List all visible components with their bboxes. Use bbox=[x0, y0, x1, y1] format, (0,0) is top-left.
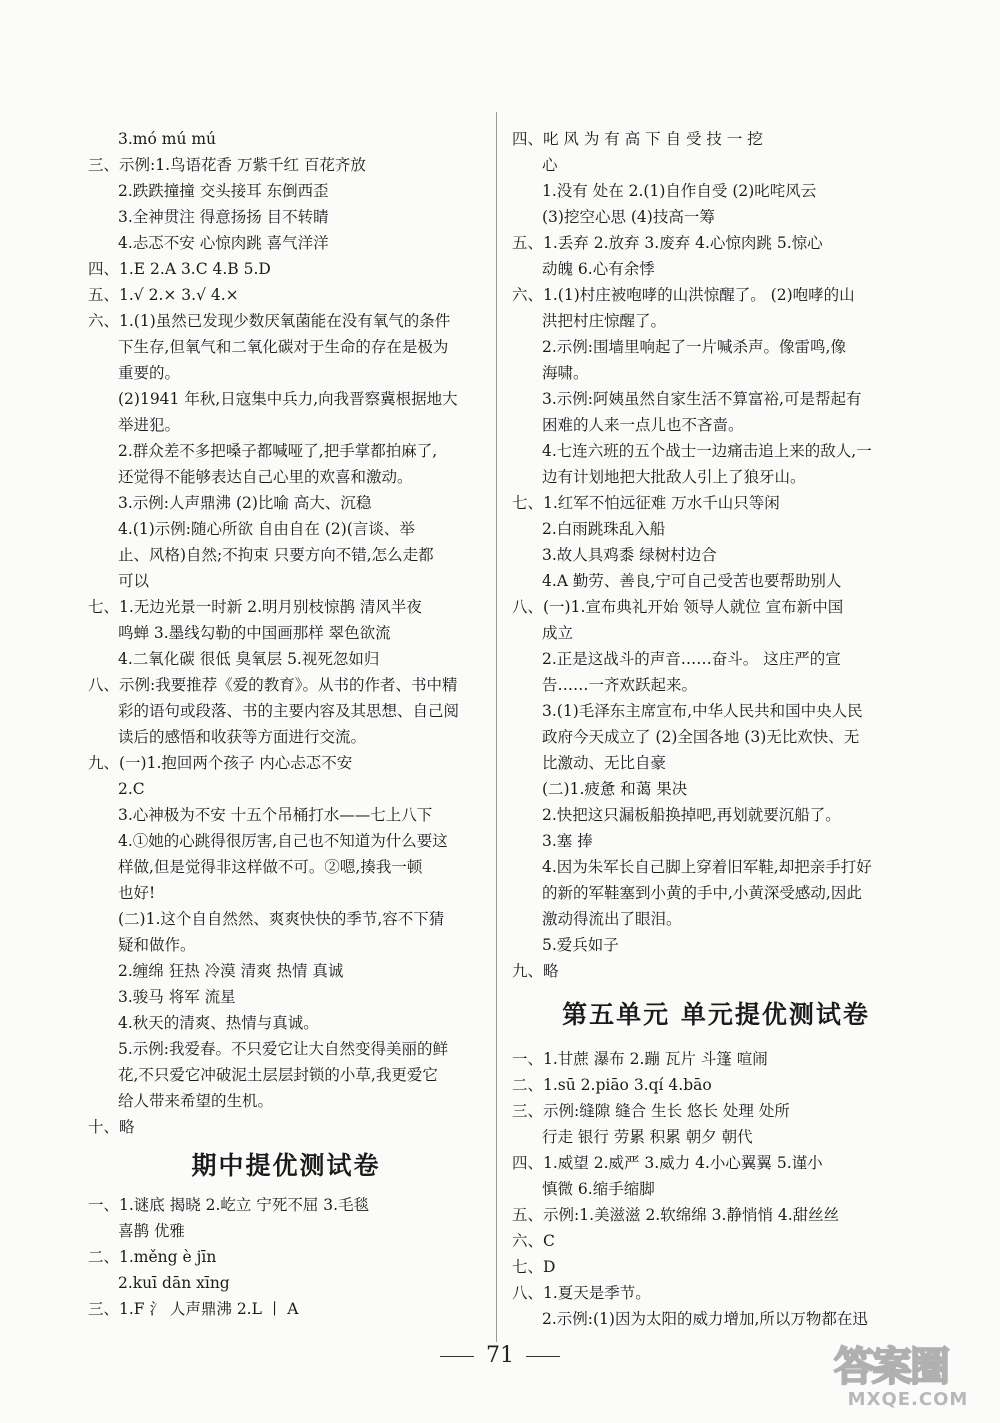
answer-line: 3.故人具鸡黍 绿树村边合 bbox=[542, 546, 717, 564]
answer-line: 1.没有 处在 2.(1)自作自受 (2)叱咤风云 bbox=[542, 182, 817, 200]
answer-line: 举进犯。 bbox=[118, 416, 181, 434]
answer-line: 2.正是这战斗的声音……奋斗。 这庄严的宣 bbox=[542, 650, 841, 668]
answer-line: 九、(一)1.抱回两个孩子 内心忐忑不安 bbox=[88, 754, 353, 772]
answer-line: 4.因为朱军长自己脚上穿着旧军鞋,却把亲手打好 bbox=[542, 858, 872, 876]
answer-line: 读后的感悟和收获等方面进行交流。 bbox=[118, 728, 367, 746]
page-number: 71 bbox=[0, 1343, 1000, 1368]
answer-line: 五、1.√ 2.× 3.√ 4.× bbox=[88, 286, 239, 304]
watermark-main: 答案圈 bbox=[834, 1344, 948, 1390]
answer-line: 3.示例:阿姨虽然自家生活不算富裕,可是帮起有 bbox=[542, 390, 862, 408]
answer-line: 四、1.E 2.A 3.C 4.B 5.D bbox=[88, 260, 271, 278]
answer-line: 四、1.威望 2.威严 3.威力 4.小心翼翼 5.谨小 bbox=[512, 1154, 823, 1172]
answer-line: 5.爱兵如子 bbox=[542, 936, 619, 954]
answer-line: 八、1.夏天是季节。 bbox=[512, 1284, 651, 1302]
answer-line: 3.骏马 将军 流星 bbox=[118, 988, 236, 1006]
answer-line: 样做,但是觉得非这样做不可。②嗯,揍我一顿 bbox=[118, 858, 423, 876]
answer-line: 告……一齐欢跃起来。 bbox=[542, 676, 698, 694]
section-heading: 第五单元 单元提优测试卷 bbox=[562, 1000, 870, 1029]
answer-line: 5.示例:我爱春。不只爱它让大自然变得美丽的鲜 bbox=[118, 1040, 449, 1058]
right-column bbox=[512, 126, 920, 1332]
answer-line: 3.(1)毛泽东主席宣布,中华人民共和国中央人民 bbox=[542, 702, 863, 720]
answer-line: 的新的军鞋塞到小黄的手中,小黄深受感动,因此 bbox=[542, 884, 862, 902]
answer-line: 4.七连六班的五个战士一边痛击追上来的敌人,一 bbox=[542, 442, 872, 460]
answer-line: 4.(1)示例:随心所欲 自由自在 (2)(言谈、举 bbox=[118, 520, 415, 538]
answer-line: 三、示例:缝隙 缝合 生长 悠长 处理 处所 bbox=[512, 1102, 790, 1120]
answer-line: 4.秋天的清爽、热情与真诚。 bbox=[118, 1014, 319, 1032]
answer-line: 下生存,但氧气和二氧化碳对于生命的存在是极为 bbox=[118, 338, 449, 356]
answer-line: 4.忐忑不安 心惊肉跳 喜气洋洋 bbox=[118, 234, 329, 252]
answer-line: 2.白雨跳珠乱入船 bbox=[542, 520, 666, 538]
answer-line: 重要的。 bbox=[118, 364, 181, 382]
answer-line: 给人带来希望的生机。 bbox=[118, 1092, 274, 1110]
answer-line: 2.示例:(1)因为太阳的威力增加,所以万物都在迅 bbox=[542, 1310, 868, 1328]
answer-line: 六、1.(1)虽然已发现少数厌氧菌能在没有氧气的条件 bbox=[88, 312, 451, 330]
answer-line: 花,不只爱它冲破泥土层层封锁的小草,我更爱它 bbox=[118, 1066, 438, 1084]
answer-line: 2.C bbox=[118, 780, 145, 798]
answer-line: 彩的语句或段落、书的主要内容及其思想、自己阅 bbox=[118, 702, 460, 720]
answer-line: 八、示例:我要推荐《爱的教育》。从书的作者、书中精 bbox=[88, 676, 458, 694]
answer-line: 还觉得不能够表达自己心里的欢喜和激动。 bbox=[118, 468, 413, 486]
answer-line: 成立 bbox=[542, 624, 574, 642]
answer-line: 2.群众差不多把嗓子都喊哑了,把手掌都拍麻了, bbox=[118, 442, 438, 460]
answer-line: (3)挖空心思 (4)技高一筹 bbox=[542, 208, 715, 226]
answer-line: 3.全神贯注 得意扬扬 目不转睛 bbox=[118, 208, 329, 226]
answer-line: 疑和做作。 bbox=[118, 936, 196, 954]
answer-line: 七、D bbox=[512, 1258, 556, 1276]
answer-line: 七、1.无边光景一时新 2.明月别枝惊鹊 清风半夜 bbox=[88, 598, 422, 616]
answer-line: (二)1.这个自自然然、爽爽快快的季节,容不下猜 bbox=[118, 910, 445, 928]
answer-line: 洪把村庄惊醒了。 bbox=[542, 312, 667, 330]
answer-line: 也好! bbox=[118, 884, 156, 902]
answer-line: 3.塞 捧 bbox=[542, 832, 593, 850]
answer-line: 七、1.红军不怕远征难 万水千山只等闲 bbox=[512, 494, 780, 512]
answer-line: 三、示例:1.鸟语花香 万紫千红 百花齐放 bbox=[88, 156, 366, 174]
watermark-sub: MXQE.COM bbox=[847, 1389, 969, 1410]
answer-line: 3.心神极为不安 十五个吊桶打水——七上八下 bbox=[118, 806, 433, 824]
answer-line: 喜鹊 优雅 bbox=[118, 1222, 185, 1240]
answer-line: 六、C bbox=[512, 1232, 555, 1250]
answer-line: 慎微 6.缩手缩脚 bbox=[542, 1180, 655, 1198]
answer-line: 九、略 bbox=[512, 962, 559, 980]
answer-line: 二、1.sū 2.piāo 3.qí 4.bāo bbox=[512, 1076, 712, 1094]
answer-line: 四、叱 风 为 有 高 下 自 受 技 一 挖 bbox=[512, 130, 763, 148]
answer-line: 五、1.丢弃 2.放弃 3.废弃 4.心惊肉跳 5.惊心 bbox=[512, 234, 823, 252]
answer-line: 八、(一)1.宣布典礼开始 领导人就位 宣布新中国 bbox=[512, 598, 844, 616]
answer-line: (二)1.疲惫 和蔼 果决 bbox=[542, 780, 688, 798]
answer-line: 十、略 bbox=[88, 1118, 135, 1136]
answer-line: 六、1.(1)村庄被咆哮的山洪惊醒了。 (2)咆哮的山 bbox=[512, 286, 855, 304]
answer-line: 激动得流出了眼泪。 bbox=[542, 910, 682, 928]
answer-line: 2.跌跌撞撞 交头接耳 东倒西歪 bbox=[118, 182, 329, 200]
answer-line: 2.缠绵 狂热 冷漠 清爽 热情 真诚 bbox=[118, 962, 344, 980]
answer-line: 心 bbox=[542, 156, 558, 174]
answer-line: 鸣蝉 3.墨线勾勒的中国画那样 翠色欲流 bbox=[118, 624, 391, 642]
section-heading: 期中提优测试卷 bbox=[191, 1151, 381, 1180]
answer-line: 一、1.甘蔗 瀑布 2.蹦 瓦片 斗篷 喧闹 bbox=[512, 1050, 768, 1068]
answer-line: 动魄 6.心有余悸 bbox=[542, 260, 655, 278]
answer-line: 二、1.měng è jīn bbox=[88, 1248, 217, 1266]
answer-line: 4.二氧化碳 很低 臭氧层 5.视死忽如归 bbox=[118, 650, 380, 668]
answer-line: 三、1.F 氵 人声鼎沸 2.L 丨 A bbox=[88, 1300, 299, 1318]
answer-line: 2.示例:围墙里响起了一片喊杀声。像雷鸣,像 bbox=[542, 338, 846, 356]
left-column bbox=[88, 126, 484, 1322]
answer-line: 比激动、无比自豪 bbox=[542, 754, 667, 772]
answer-line: 2.kuī dān xīng bbox=[118, 1274, 230, 1292]
answer-line: (2)1941 年秋,日寇集中兵力,向我晋察冀根据地大 bbox=[118, 390, 458, 408]
answer-line: 3.mó mú mú bbox=[118, 130, 217, 148]
answer-line: 边有计划地把大批敌人引上了狼牙山。 bbox=[542, 468, 806, 486]
answer-line: 2.快把这只漏板船换掉吧,再划就要沉船了。 bbox=[542, 806, 841, 824]
answer-line: 可以 bbox=[118, 572, 150, 590]
answer-line: 政府今天成立了 (2)全国各地 (3)无比欢快、无 bbox=[542, 728, 860, 746]
watermark-logo bbox=[834, 1345, 982, 1415]
answer-line: 4.①她的心跳得很厉害,自己也不知道为什么要这 bbox=[118, 832, 448, 850]
answer-line: 困难的人来一点儿也不吝啬。 bbox=[542, 416, 744, 434]
answer-line: 止、风格)自然;不拘束 只要方向不错,怎么走都 bbox=[118, 546, 434, 564]
answer-line: 4.A 勤劳、善良,宁可自己受苦也要帮助别人 bbox=[542, 572, 842, 590]
answer-line: 3.示例:人声鼎沸 (2)比喻 高大、沉稳 bbox=[118, 494, 372, 512]
answer-line: 一、1.谜底 揭晓 2.屹立 宁死不屈 3.毛毯 bbox=[88, 1196, 370, 1214]
column-divider bbox=[496, 112, 497, 1342]
answer-line: 五、示例:1.美滋滋 2.软绵绵 3.静悄悄 4.甜丝丝 bbox=[512, 1206, 840, 1224]
answer-line: 海啸。 bbox=[542, 364, 589, 382]
answer-line: 行走 银行 劳累 积累 朝夕 朝代 bbox=[542, 1128, 753, 1146]
